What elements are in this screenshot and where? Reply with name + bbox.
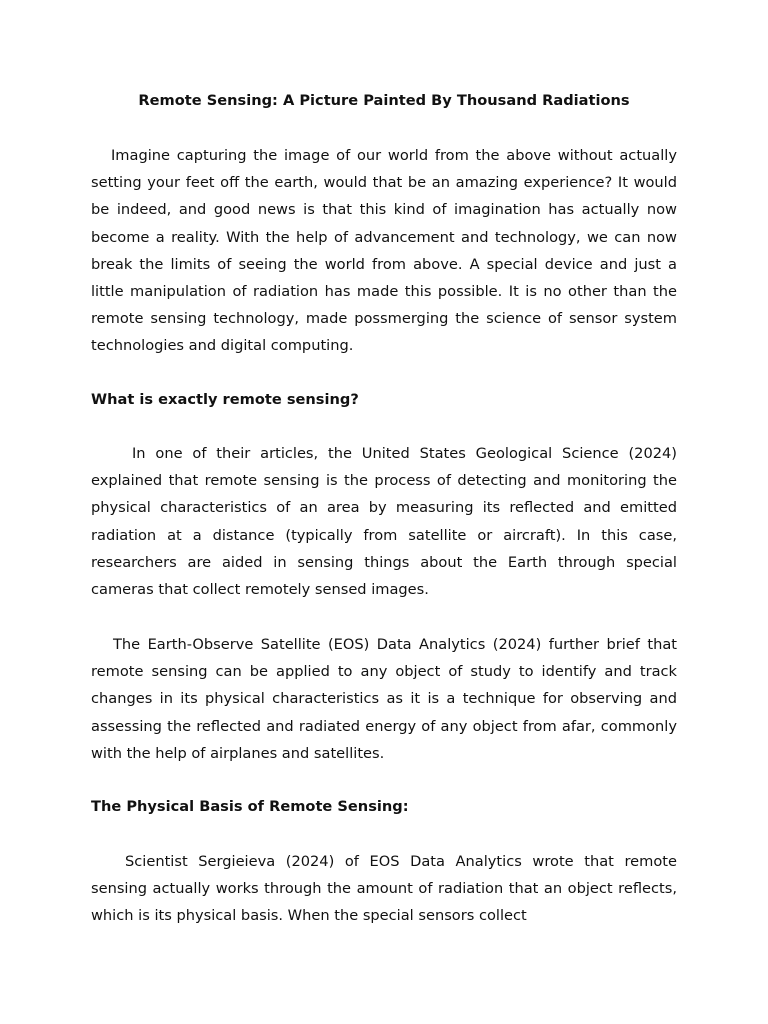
section-heading-physical-basis: The Physical Basis of Remote Sensing:: [91, 798, 409, 815]
paragraph-usgs-definition: In one of their articles, the United States Geological Science (2024) explained that remote sensing is the process of detecting and monitoring the physical characteristics of an area by measuring its reflected and emitted radiation at a distance (typically from satellite or aircraft). In this case, researchers are aided in sensing things about the Earth through special cameras that collect remotely sensed images.: [91, 445, 677, 599]
paragraph-physical-basis: Scientist Sergieieva (2024) of EOS Data Analytics wrote that remote sensing actually works through the amount of radiation that an object reflects, which is its physical basis. When the special sensors collect: [91, 853, 677, 925]
paragraph-intro: Imagine capturing the image of our world from the above without actually setting your feet off the earth, would that be an amazing experience? It would be indeed, and good news is that this kind of imagination has actually now become a reality. With the help of advancement and technology, we can now break the limits of seeing the world from above. A special device and just a little manipulation of radiation has made this possible. It is no other than the remote sensing technology, made possmerging the science of sensor system technologies and digital computing.: [91, 147, 677, 355]
section-heading-what-is-remote-sensing: What is exactly remote sensing?: [91, 391, 359, 408]
document-title: Remote Sensing: A Picture Painted By Thousand Radiations: [138, 92, 630, 109]
paragraph-eos-definition: The Earth-Observe Satellite (EOS) Data Analytics (2024) further brief that remote sensing can be applied to any object of study to identify and track changes in its physical characteristics as it is a technique for observing and assessing the reflected and radiated energy of any object from afar, commonly with the help of airplanes and satellites.: [91, 636, 677, 762]
